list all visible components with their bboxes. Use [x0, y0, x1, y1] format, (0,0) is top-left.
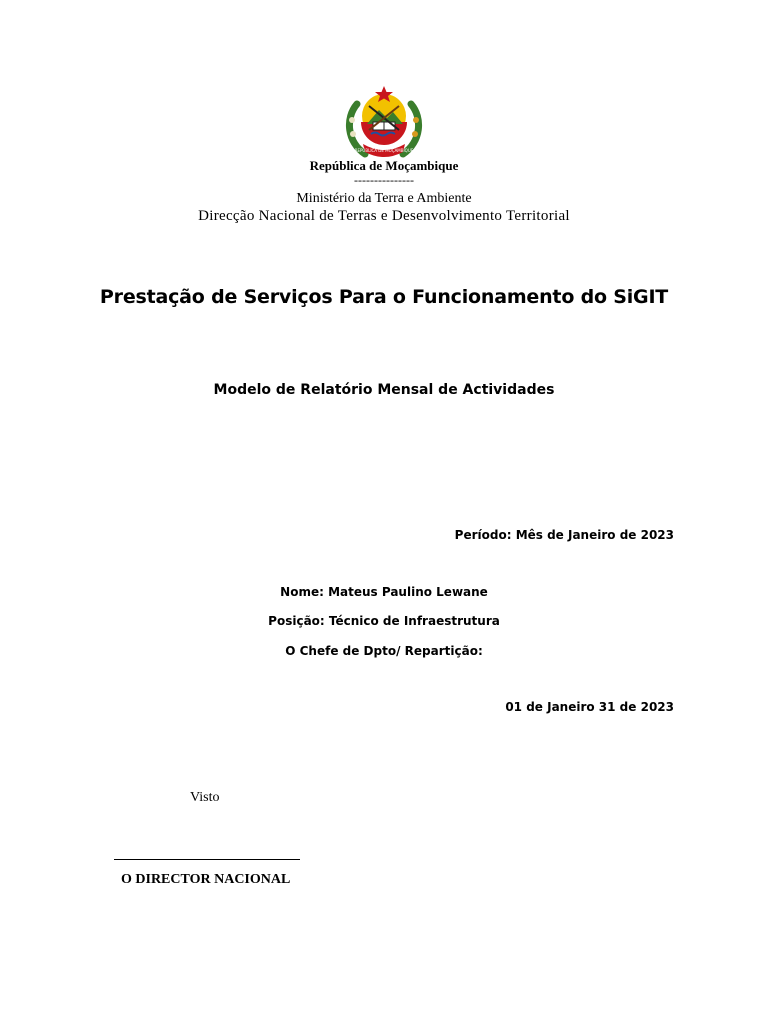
svg-text:REPÚBLICA DE MOÇAMBIQUE: REPÚBLICA DE MOÇAMBIQUE [354, 148, 414, 153]
header-separator: --------------- [354, 173, 414, 187]
ministry-name: Ministério da Terra e Ambiente [296, 191, 472, 206]
report-period: Período: Mês de Janeiro de 2023 [454, 528, 674, 542]
document-subtitle: Modelo de Relatório Mensal de Actividades [213, 382, 555, 398]
signature-line [114, 859, 300, 860]
director-title: O DIRECTOR NACIONAL [121, 872, 291, 887]
republic-name: República de Moçambique [309, 158, 459, 173]
coat-of-arms-emblem [343, 84, 425, 162]
employee-position: Posição: Técnico de Infraestrutura [268, 614, 500, 628]
visto-label: Visto [190, 790, 220, 805]
document-title: Prestação de Serviços Para o Funcionamento do SiGIT [99, 286, 669, 308]
department-chief-label: O Chefe de Dpto/ Repartição: [285, 644, 483, 658]
report-date-range: 01 de Janeiro 31 de 2023 [505, 700, 674, 714]
employee-name: Nome: Mateus Paulino Lewane [280, 585, 488, 599]
direction-name: Direcção Nacional de Terras e Desenvolvimento Territorial [198, 208, 570, 224]
